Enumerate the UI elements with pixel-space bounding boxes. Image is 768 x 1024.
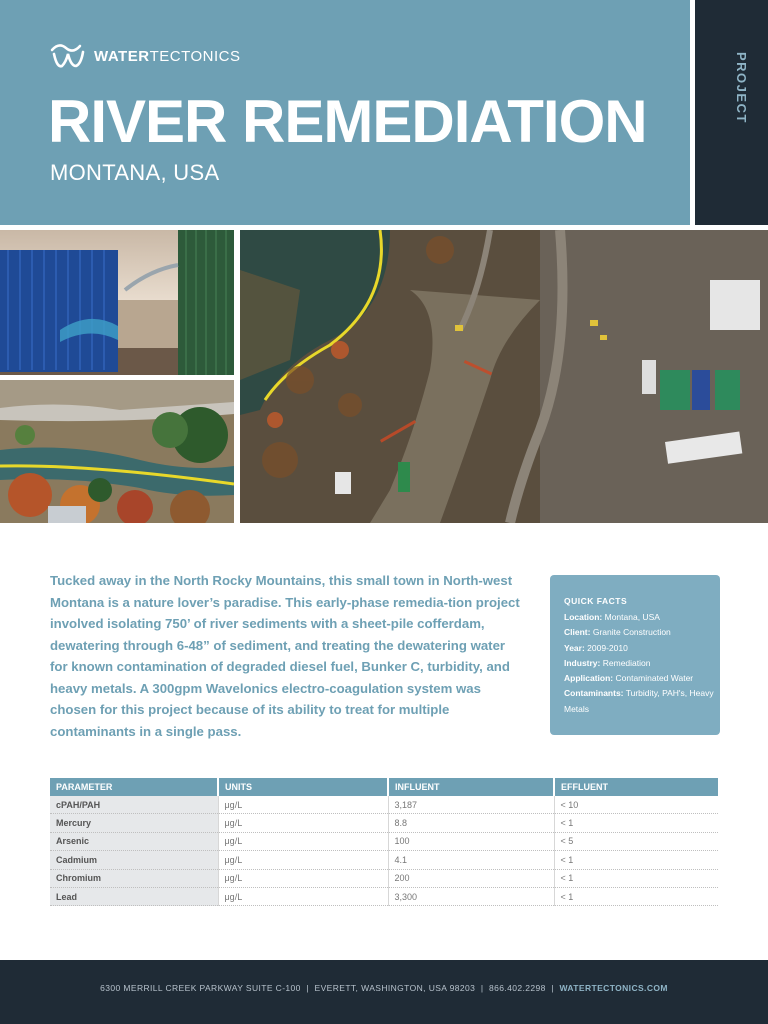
side-band: [695, 0, 768, 225]
page-subtitle: MONTANA, USA: [50, 160, 220, 185]
fact-item: [564, 671, 714, 686]
influent-cell: 3,300: [388, 887, 554, 905]
effluent-cell: < 10: [554, 796, 718, 814]
fact-label: Year:: [564, 642, 585, 653]
parameter-cell: Mercury: [50, 814, 218, 832]
fact-label: Location:: [564, 612, 603, 622]
influent-cell: 8.8: [388, 814, 554, 832]
page-title: RIVER REMEDIATION: [48, 88, 647, 155]
fact-item: [564, 656, 714, 671]
footer-separator: |: [303, 983, 312, 993]
parameter-cell: cPAH/PAH: [50, 796, 218, 814]
parameter-cell: Lead: [50, 887, 218, 905]
parameter-cell: Arsenic: [50, 832, 218, 850]
table-row: [50, 851, 718, 869]
fact-item: [564, 625, 714, 640]
fact-value: Montana, USA: [604, 612, 660, 622]
parameter-cell: Chromium: [50, 869, 218, 887]
parameter-cell: Cadmium: [50, 851, 218, 869]
footer: [0, 960, 768, 1024]
effluent-cell: < 1: [554, 814, 718, 832]
units-cell: μg/L: [218, 887, 388, 905]
effluent-cell: < 1: [554, 869, 718, 887]
units-cell: μg/L: [218, 869, 388, 887]
results-table: [50, 778, 718, 906]
effluent-cell: < 5: [554, 832, 718, 850]
influent-cell: 100: [388, 832, 554, 850]
quick-facts-list: [564, 610, 714, 717]
column-header: EFFLUENT: [554, 778, 718, 796]
logo-wordmark-rest: TECTONICS: [149, 47, 241, 65]
table-row: [50, 887, 718, 905]
table-row: [50, 832, 718, 850]
footer-city: EVERETT, WASHINGTON, USA 98203: [314, 983, 476, 993]
units-cell: μg/L: [218, 814, 388, 832]
effluent-cell: < 1: [554, 851, 718, 869]
fact-label: Contaminants:: [564, 688, 624, 699]
effluent-cell: < 1: [554, 887, 718, 905]
footer-separator: |: [548, 983, 557, 993]
footer-contact: [0, 983, 768, 993]
fact-item: [564, 686, 714, 717]
table-row: [50, 869, 718, 887]
wave-logo-icon: [50, 40, 88, 72]
fact-value: Contaminated Water: [615, 673, 694, 684]
quick-facts-box: [550, 575, 720, 735]
intro-paragraph: Tucked away in the North Rocky Mountains, this small town in North-west Montana is a nature lover’s paradise. This early-phase remedia-tion project involved isolating 750’ of river sediments with a sheet-pile cofferdam, dewatering through 6-48” of sediment, and treating the dewatering water for known contamination of degraded diesel fuel, Bunker C, turbidity, and heavy metals. A 300gpm Wavelonics electro-coagulation system was chosen for this project because of its ability to treat for multiple contaminants in a single pass.: [50, 573, 520, 739]
units-cell: μg/L: [218, 851, 388, 869]
fact-value: 2009-2010: [587, 642, 628, 653]
footer-website-link[interactable]: WATERTECTONICS.COM: [559, 983, 668, 993]
logo: [50, 40, 240, 72]
influent-cell: 200: [388, 869, 554, 887]
footer-separator: |: [478, 983, 487, 993]
fact-item: [564, 641, 714, 656]
fact-label: Application:: [564, 673, 614, 684]
column-header: INFLUENT: [388, 778, 554, 796]
footer-phone: 866.402.2298: [488, 983, 546, 993]
fact-label: Industry:: [564, 657, 601, 668]
header-banner: [0, 0, 690, 225]
units-cell: μg/L: [218, 796, 388, 814]
column-header: PARAMETER: [50, 778, 218, 796]
influent-cell: 4.1: [388, 851, 554, 869]
units-cell: μg/L: [218, 832, 388, 850]
influent-cell: 3,187: [388, 796, 554, 814]
photo-aerial-pond: [0, 380, 234, 523]
table-header-row: [50, 778, 718, 796]
fact-value: Granite Construction: [592, 627, 671, 638]
photo-tank-trailer: [0, 230, 234, 375]
fact-value: Remediation: [602, 657, 651, 668]
side-label: PROJECT: [734, 52, 749, 124]
fact-item: [564, 610, 714, 625]
table-row: [50, 814, 718, 832]
quick-facts-title: QUICK FACTS: [564, 596, 628, 606]
photo-aerial-river-site: [240, 230, 768, 523]
fact-label: Client:: [564, 627, 591, 638]
fact-value: Turbidity, PAH's, Heavy Metals: [564, 688, 714, 714]
footer-address: 6300 MERRILL CREEK PARKWAY SUITE C-100: [100, 983, 301, 993]
logo-wordmark: [94, 48, 240, 65]
table-row: [50, 796, 718, 814]
column-header: UNITS: [218, 778, 388, 796]
logo-wordmark-bold: WATER: [94, 47, 150, 65]
